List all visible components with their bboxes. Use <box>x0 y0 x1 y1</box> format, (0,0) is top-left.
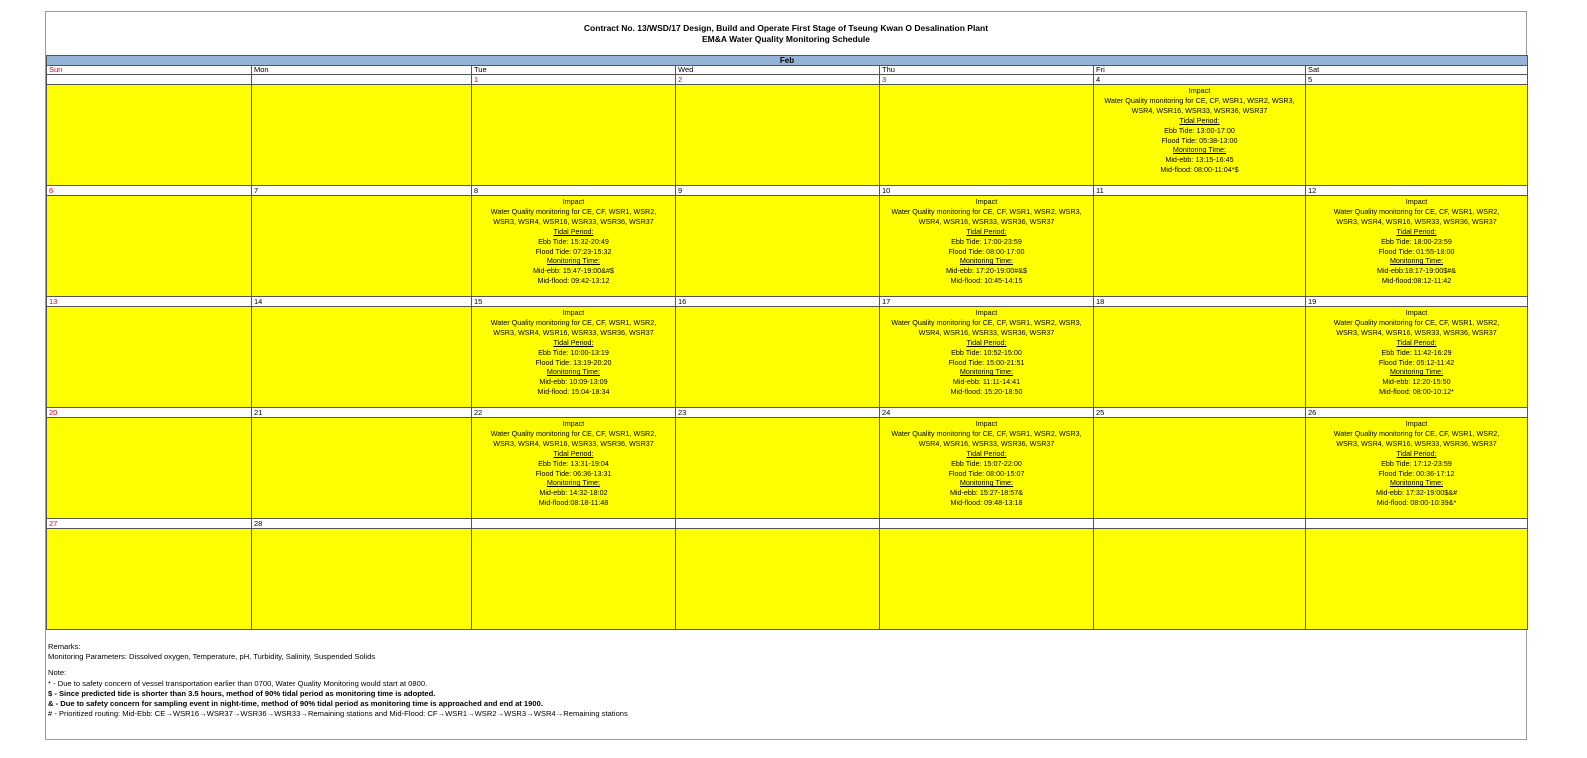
monitoring-entry <box>472 307 675 397</box>
content-row <box>47 307 1528 408</box>
content-row <box>47 85 1528 186</box>
content-row <box>47 196 1528 297</box>
stations-line: WSR4, WSR16, WSR33, WSR36, WSR37 <box>918 438 1055 448</box>
mid-ebb-time: Mid-ebb: 17:32-19:00$&# <box>1375 488 1458 498</box>
flood-tide: Flood Tide: 13:19-20:20 <box>535 357 612 367</box>
day-cell <box>472 85 676 186</box>
monitoring-time-label: Monitoring Time: <box>959 478 1014 488</box>
note-dollar: $ - Since predicted tide is shorter than 3.5 hours, method of 90% tidal period as monitoring time is adopted. <box>48 688 436 698</box>
weekday-thu: Thu <box>880 66 1094 75</box>
day-cell <box>880 529 1094 630</box>
ebb-tide: Ebb Tide: 17:00-23:59 <box>951 236 1022 246</box>
day-cell <box>252 85 472 186</box>
mid-flood-time: Mid-flood: 15:04-18:34 <box>537 387 610 397</box>
monitoring-time-label: Monitoring Time: <box>546 478 601 488</box>
event-type: Impact <box>975 419 998 428</box>
tidal-period-label: Tidal Period: <box>966 337 1007 347</box>
ebb-tide: Ebb Tide: 10:00-13:19 <box>538 347 609 357</box>
day-number: 10 <box>880 186 1094 196</box>
day-cell <box>472 307 676 408</box>
mid-flood-time: Mid-flood: 08:00-10:39&* <box>1376 498 1457 508</box>
day-cell <box>1306 307 1528 408</box>
weekday-row <box>47 66 1528 75</box>
day-cell <box>1094 418 1306 519</box>
monitoring-time-label: Monitoring Time: <box>546 256 601 266</box>
stations-line: WSR4, WSR16, WSR33, WSR36, WSR37 <box>918 327 1055 337</box>
event-type: Impact <box>1405 197 1428 206</box>
flood-tide: Flood Tide: 07:23-15:32 <box>535 246 612 256</box>
event-type: Impact <box>975 308 998 317</box>
event-type: Impact <box>562 419 585 428</box>
weekday-sat: Sat <box>1306 66 1528 75</box>
event-type: Impact <box>975 197 998 206</box>
calendar-table <box>46 55 1528 630</box>
day-number: 20 <box>47 408 252 418</box>
monitoring-entry <box>472 196 675 286</box>
mid-ebb-time: Mid-ebb: 11:11-14:41 <box>952 377 1021 387</box>
day-number: 21 <box>252 408 472 418</box>
day-number-row <box>47 408 1528 418</box>
day-number: 8 <box>472 186 676 196</box>
tidal-period-label: Tidal Period: <box>1396 448 1437 458</box>
event-type: Impact <box>562 308 585 317</box>
remarks-heading: Remarks: <box>48 642 81 651</box>
day-cell <box>676 529 880 630</box>
monitoring-entry <box>880 307 1093 397</box>
day-cell <box>252 418 472 519</box>
event-type: Impact <box>1405 419 1428 428</box>
stations-line: WSR3, WSR4, WSR16, WSR33, WSR36, WSR37 <box>1336 438 1497 448</box>
monitoring-time-label: Monitoring Time: <box>546 367 601 377</box>
mid-ebb-time: Mid-ebb: 15:27-18:57& <box>949 488 1024 498</box>
day-number: 25 <box>1094 408 1306 418</box>
monitoring-entry <box>880 418 1093 508</box>
day-number: 17 <box>880 297 1094 307</box>
weekday-mon: Mon <box>252 66 472 75</box>
month-row <box>47 56 1528 66</box>
monitoring-time-label: Monitoring Time: <box>1389 367 1444 377</box>
monitoring-entry <box>880 196 1093 286</box>
ebb-tide: Ebb Tide: 13:00-17:00 <box>1164 125 1235 135</box>
monitoring-parameters: Monitoring Parameters: Dissolved oxygen, Temperature, pH, Turbidity, Salinity, Suspended Solids <box>48 652 376 662</box>
month-label: Feb <box>47 56 1528 66</box>
stations-line: Water Quality monitoring for CE, CF, WSR1, WSR2, WSR3, <box>891 206 1082 216</box>
mid-flood-time: Mid-flood: 10:45-14:15 <box>950 276 1023 286</box>
mid-ebb-time: Mid-ebb: 13:15-16:45 <box>1165 155 1234 165</box>
day-number-row <box>47 297 1528 307</box>
ebb-tide: Ebb Tide: 11:42-16:29 <box>1381 347 1452 357</box>
monitoring-entry <box>1306 418 1527 508</box>
day-number: 23 <box>676 408 880 418</box>
day-cell <box>47 196 252 297</box>
tidal-period-label: Tidal Period: <box>966 226 1007 236</box>
day-cell <box>676 196 880 297</box>
stations-line: Water Quality monitoring for CE, CF, WSR1, WSR2, <box>1333 428 1500 438</box>
day-cell <box>472 196 676 297</box>
day-number <box>252 75 472 85</box>
day-number <box>472 519 676 529</box>
mid-flood-time: Mid-flood: 09:42-13:12 <box>537 276 610 286</box>
mid-flood-time: Mid-flood: 08:00-11:04*$ <box>1160 165 1239 175</box>
tidal-period-label: Tidal Period: <box>553 226 594 236</box>
flood-tide: Flood Tide: 00:36-17:12 <box>1378 468 1455 478</box>
ebb-tide: Ebb Tide: 17:12-23:59 <box>1381 458 1452 468</box>
day-cell <box>880 196 1094 297</box>
title-block <box>46 12 1526 54</box>
tidal-period-label: Tidal Period: <box>966 448 1007 458</box>
tidal-period-label: Tidal Period: <box>1396 337 1437 347</box>
monitoring-time-label: Monitoring Time: <box>959 367 1014 377</box>
stations-line: Water Quality monitoring for CE, CF, WSR1, WSR2, <box>490 428 657 438</box>
note-asterisk: * - Due to safety concern of vessel transportation earlier than 0700, Water Quality Monitoring would start at 0800. <box>48 678 428 688</box>
note-ampersand: & - Due to safety concern for sampling event in night-time, method of 90% tidal period as monitoring time is approached and end at 1900. <box>48 699 543 709</box>
event-type: Impact <box>1405 308 1428 317</box>
day-number: 7 <box>252 186 472 196</box>
day-number-row <box>47 186 1528 196</box>
note-hash: # - Prioritized routing: Mid-Ebb: CE→WSR16→WSR37→WSR36→WSR33→Remaining stations and Mid-Flood: CF→WSR1→WSR2→WSR3→WSR4→Remaining stations <box>48 709 628 719</box>
day-cell <box>1094 307 1306 408</box>
event-type: Impact <box>1188 86 1211 95</box>
tidal-period-label: Tidal Period: <box>553 448 594 458</box>
flood-tide: Flood Tide: 06:36-13:31 <box>535 468 612 478</box>
monitoring-time-label: Monitoring Time: <box>1389 478 1444 488</box>
mid-ebb-time: Mid-ebb: 17:20-19:00#&$ <box>945 266 1028 276</box>
note-heading: Note: <box>48 668 67 678</box>
day-number: 27 <box>47 519 252 529</box>
day-number: 11 <box>1094 186 1306 196</box>
day-number: 15 <box>472 297 676 307</box>
day-number: 22 <box>472 408 676 418</box>
flood-tide: Flood Tide: 08:00-17:00 <box>948 246 1025 256</box>
stations-line: Water Quality monitoring for CE, CF, WSR1, WSR2, <box>490 206 657 216</box>
flood-tide: Flood Tide: 01:55-18:00 <box>1378 246 1455 256</box>
day-number: 18 <box>1094 297 1306 307</box>
day-number <box>676 519 880 529</box>
mid-flood-time: Mid-flood:08:12-11:42 <box>1381 276 1452 286</box>
day-number: 16 <box>676 297 880 307</box>
day-cell <box>1306 85 1528 186</box>
day-number: 2 <box>676 75 880 85</box>
stations-line: Water Quality monitoring for CE, CF, WSR1, WSR2, WSR3, <box>1104 95 1295 105</box>
stations-line: WSR3, WSR4, WSR16, WSR33, WSR36, WSR37 <box>1336 327 1497 337</box>
mid-flood-time: Mid-flood:08:18-11:48 <box>538 498 609 508</box>
day-cell <box>880 418 1094 519</box>
day-cell <box>252 196 472 297</box>
stations-line: WSR3, WSR4, WSR16, WSR33, WSR36, WSR37 <box>1336 216 1497 226</box>
day-cell <box>880 85 1094 186</box>
mid-flood-time: Mid-flood: 15:20-18:50 <box>950 387 1023 397</box>
tidal-period-label: Tidal Period: <box>1179 115 1220 125</box>
day-cell <box>252 307 472 408</box>
weekday-fri: Fri <box>1094 66 1306 75</box>
mid-ebb-time: Mid-ebb: 15:47-19:00&#$ <box>532 266 615 276</box>
ebb-tide: Ebb Tide: 18:00-23:59 <box>1381 236 1452 246</box>
day-number: 14 <box>252 297 472 307</box>
flood-tide: Flood Tide: 08:00-15:07 <box>948 468 1025 478</box>
day-number: 26 <box>1306 408 1528 418</box>
content-row <box>47 418 1528 519</box>
day-cell <box>880 307 1094 408</box>
content-row <box>47 529 1528 630</box>
day-number: 1 <box>472 75 676 85</box>
stations-line: WSR4, WSR16, WSR33, WSR36, WSR37 <box>918 216 1055 226</box>
ebb-tide: Ebb Tide: 15:07-22:00 <box>951 458 1022 468</box>
weekday-wed: Wed <box>676 66 880 75</box>
mid-flood-time: Mid-flood: 09:48-13:18 <box>950 498 1023 508</box>
monitoring-time-label: Monitoring Time: <box>1172 145 1227 155</box>
day-number: 4 <box>1094 75 1306 85</box>
weekday-tue: Tue <box>472 66 676 75</box>
day-number: 5 <box>1306 75 1528 85</box>
tidal-period-label: Tidal Period: <box>1396 226 1437 236</box>
monitoring-time-label: Monitoring Time: <box>959 256 1014 266</box>
day-number-row <box>47 75 1528 85</box>
day-cell <box>1306 196 1528 297</box>
stations-line: WSR4, WSR16, WSR33, WSR36, WSR37 <box>1131 105 1268 115</box>
day-number: 13 <box>47 297 252 307</box>
day-number: 6 <box>47 186 252 196</box>
mid-ebb-time: Mid-ebb:18:17-19:00$#& <box>1376 266 1457 276</box>
day-cell <box>1094 196 1306 297</box>
day-number: 12 <box>1306 186 1528 196</box>
monitoring-entry <box>1094 85 1305 175</box>
monitoring-entry <box>472 418 675 508</box>
day-number: 3 <box>880 75 1094 85</box>
day-number <box>1306 519 1528 529</box>
day-number: 19 <box>1306 297 1528 307</box>
mid-ebb-time: Mid-ebb: 14:32-18:02 <box>539 488 608 498</box>
weekday-sun: Sun <box>47 66 252 75</box>
day-cell <box>47 307 252 408</box>
day-cell <box>1306 418 1528 519</box>
stations-line: Water Quality monitoring for CE, CF, WSR1, WSR2, <box>490 317 657 327</box>
stations-line: WSR3, WSR4, WSR16, WSR33, WSR36, WSR37 <box>493 216 654 226</box>
stations-line: Water Quality monitoring for CE, CF, WSR1, WSR2, WSR3, <box>891 428 1082 438</box>
flood-tide: Flood Tide: 05:38-13:00 <box>1161 135 1238 145</box>
monitoring-entry <box>1306 307 1527 397</box>
day-cell <box>47 529 252 630</box>
ebb-tide: Ebb Tide: 10:52-15:00 <box>951 347 1022 357</box>
monitoring-entry <box>1306 196 1527 286</box>
day-number: 24 <box>880 408 1094 418</box>
tidal-period-label: Tidal Period: <box>553 337 594 347</box>
day-number <box>47 75 252 85</box>
day-cell <box>472 529 676 630</box>
day-cell <box>1306 529 1528 630</box>
stations-line: Water Quality monitoring for CE, CF, WSR1, WSR2, WSR3, <box>891 317 1082 327</box>
day-cell <box>472 418 676 519</box>
contract-title: Contract No. 13/WSD/17 Design, Build and Operate First Stage of Tseung Kwan O Desalination Plant <box>583 23 989 33</box>
event-type: Impact <box>562 197 585 206</box>
flood-tide: Flood Tide: 05:12-11:42 <box>1378 357 1455 367</box>
schedule-sheet <box>45 11 1527 740</box>
stations-line: Water Quality monitoring for CE, CF, WSR1, WSR2, <box>1333 206 1500 216</box>
day-cell <box>47 85 252 186</box>
stations-line: WSR3, WSR4, WSR16, WSR33, WSR36, WSR37 <box>493 327 654 337</box>
schedule-title: EM&A Water Quality Monitoring Schedule <box>702 34 870 44</box>
stations-line: Water Quality monitoring for CE, CF, WSR1, WSR2, <box>1333 317 1500 327</box>
day-cell <box>676 85 880 186</box>
day-number: 9 <box>676 186 880 196</box>
day-cell <box>676 307 880 408</box>
ebb-tide: Ebb Tide: 15:32-20:49 <box>538 236 609 246</box>
day-number <box>880 519 1094 529</box>
stations-line: WSR3, WSR4, WSR16, WSR33, WSR36, WSR37 <box>493 438 654 448</box>
day-cell <box>252 529 472 630</box>
day-cell <box>1094 529 1306 630</box>
day-number-row <box>47 519 1528 529</box>
monitoring-time-label: Monitoring Time: <box>1389 256 1444 266</box>
remarks-section <box>48 642 628 719</box>
mid-flood-time: Mid-flood: 08:00-10:12* <box>1379 387 1454 397</box>
day-cell <box>1094 85 1306 186</box>
flood-tide: Flood Tide: 15:00-21:51 <box>948 357 1025 367</box>
day-cell <box>47 418 252 519</box>
mid-ebb-time: Mid-ebb: 12:20-15:50 <box>1382 377 1451 387</box>
day-cell <box>676 418 880 519</box>
day-number <box>1094 519 1306 529</box>
ebb-tide: Ebb Tide: 13:31-19:04 <box>538 458 609 468</box>
mid-ebb-time: Mid-ebb: 10:09-13:09 <box>539 377 608 387</box>
day-number: 28 <box>252 519 472 529</box>
